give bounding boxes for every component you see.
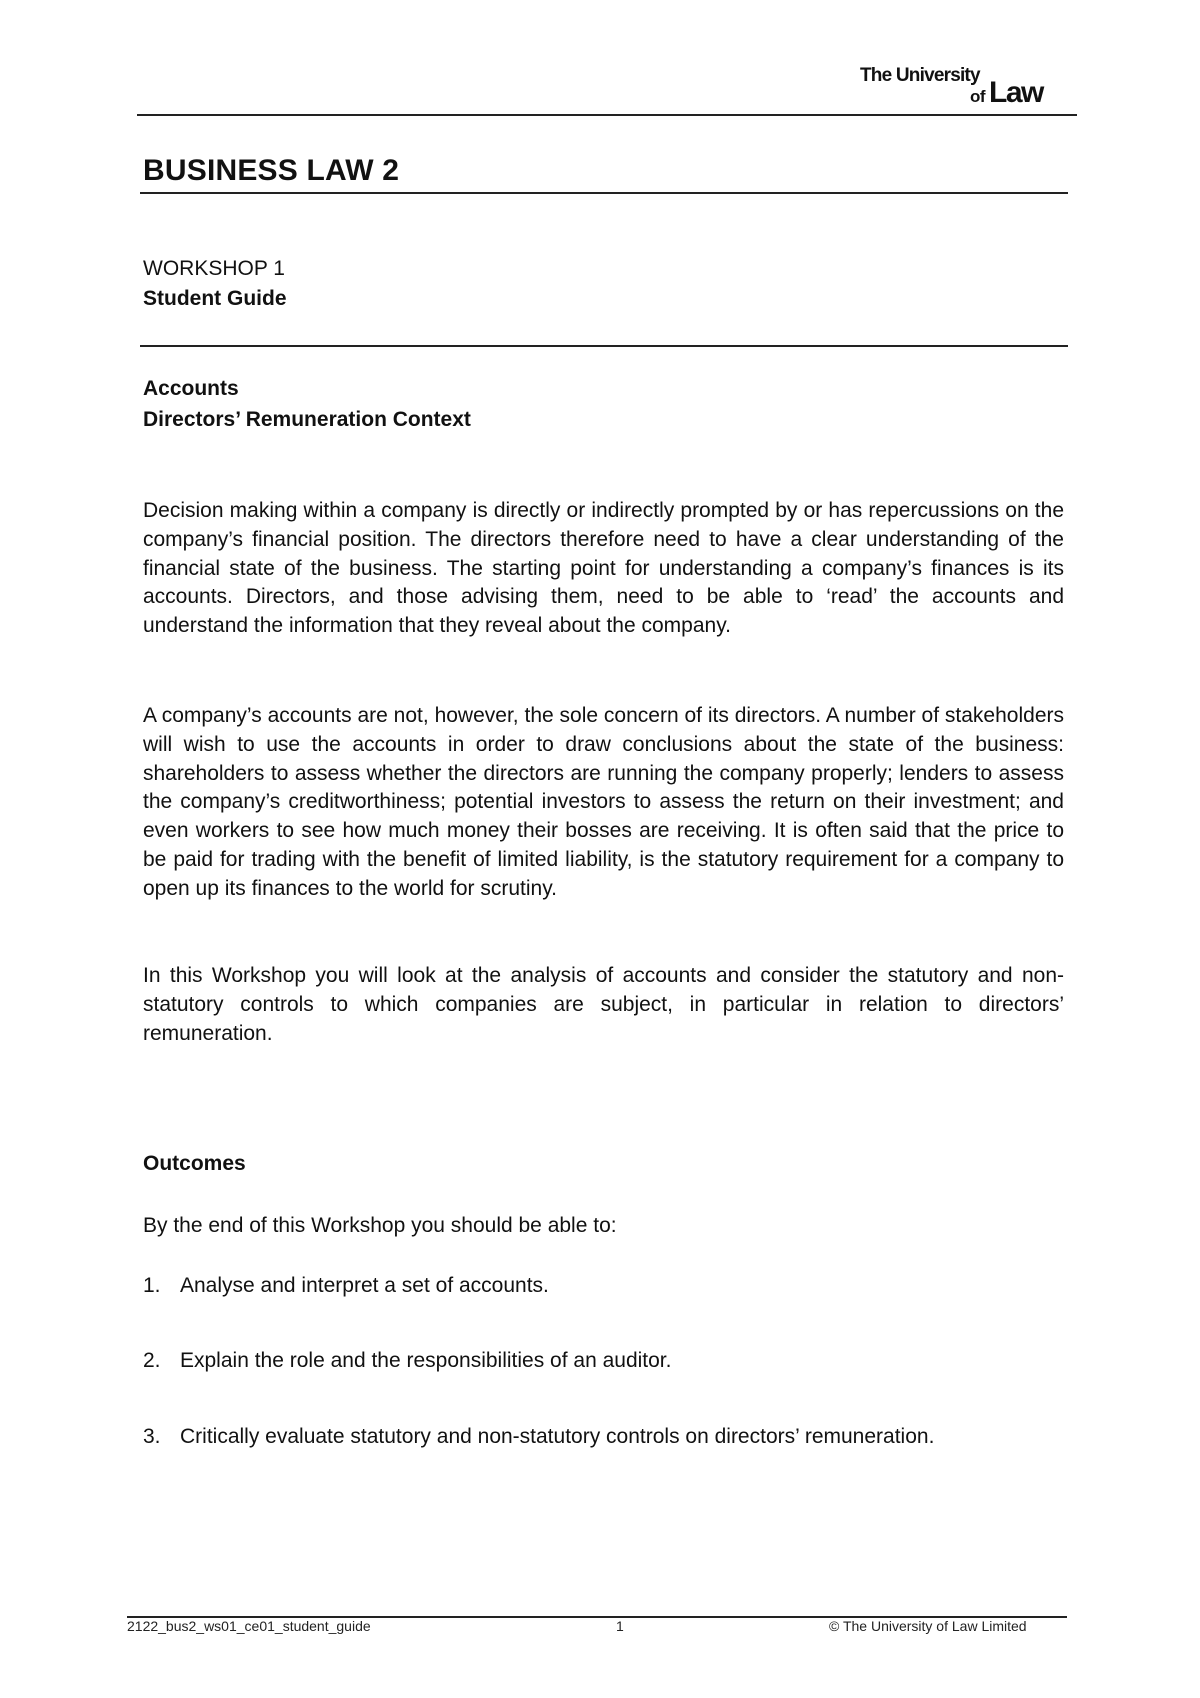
logo-law: Law (989, 76, 1043, 108)
paragraph-2: A company’s accounts are not, however, the sole concern of its directors. A number of stakeholders will wish to use the accounts in order to draw conclusions about the state of the business: shareholders to assess whether the directors are running the company properly; lenders to assess the company’s creditworthiness; potential investors to assess the return on their investment; and even workers to see how much money their bosses are receiving. It is often said that the price to be paid for trading with the benefit of limited liability, is the statutory requirement for a company to open up its finances to the world for scrutiny. (143, 704, 1064, 900)
paragraph-3: In this Workshop you will look at the analysis of accounts and consider the statutory and non-statutory controls to which companies are subject, in particular in relation to directors’ remuneration. (143, 964, 1064, 1045)
footer-page-number: 1 (616, 1618, 624, 1634)
guide-label: Student Guide (143, 287, 287, 310)
logo-of: of (970, 87, 986, 106)
section-rule (140, 345, 1068, 347)
outcomes-intro: By the end of this Workshop you should be able to: (143, 1214, 617, 1237)
header-rule (137, 114, 1077, 116)
outcome-number: 1. (143, 1274, 161, 1297)
outcome-number: 2. (143, 1349, 161, 1372)
outcome-item-3 (143, 1425, 934, 1449)
outcome-text: Explain the role and the responsibilities of an auditor. (180, 1349, 672, 1372)
workshop-label: WORKSHOP 1 (143, 257, 285, 280)
topic-remuneration: Directors’ Remuneration Context (143, 408, 471, 431)
logo-line-1: The University (860, 65, 980, 86)
outcome-text: Analyse and interpret a set of accounts. (180, 1274, 549, 1297)
topic-accounts: Accounts (143, 377, 239, 400)
university-logo-mark (858, 64, 1068, 108)
outcome-item-1 (143, 1274, 549, 1298)
outcome-item-2 (143, 1349, 671, 1373)
outcome-text: Critically evaluate statutory and non-statutory controls on directors’ remuneration. (180, 1425, 935, 1448)
outcomes-heading: Outcomes (143, 1152, 246, 1175)
outcome-number: 3. (143, 1425, 161, 1448)
footer-copyright: © The University of Law Limited (829, 1618, 1027, 1634)
title-rule (140, 192, 1068, 194)
university-logo (858, 64, 1068, 108)
paragraph-1: Decision making within a company is directly or indirectly prompted by or has repercussions on the company’s financial position. The directors therefore need to have a clear understanding of the financial state of the business. The starting point for understanding a company’s finances is its accounts. Directors, and those advising them, need to be able to ‘read’ the accounts and understand the information that they reveal about the company. (143, 499, 1064, 638)
course-title: BUSINESS LAW 2 (143, 154, 400, 187)
footer-file-ref: 2122_bus2_ws01_ce01_student_guide (127, 1618, 371, 1634)
